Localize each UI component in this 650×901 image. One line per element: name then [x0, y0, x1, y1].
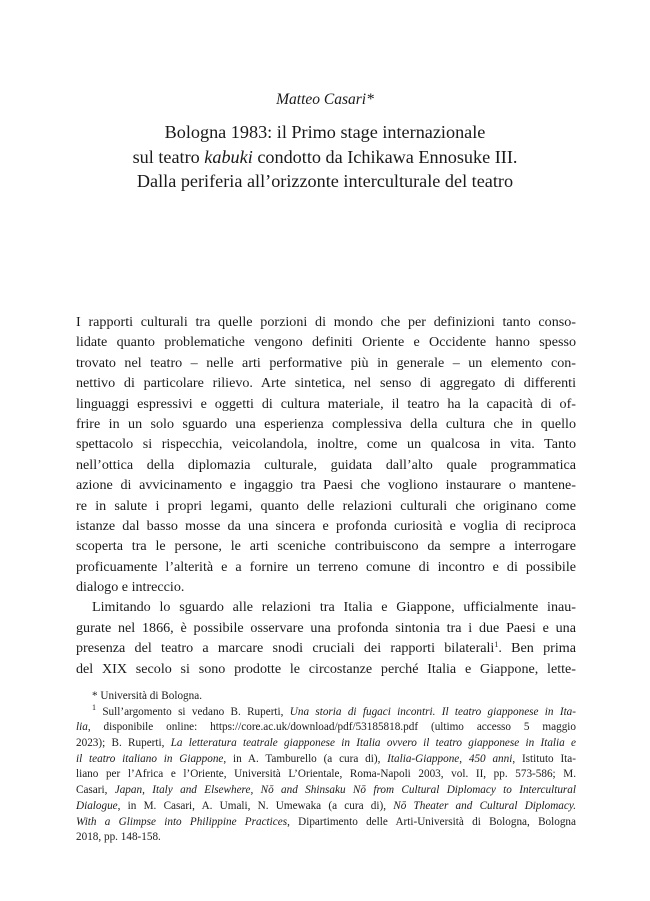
text-line: proficuamente l’alterità e a fornire un terreno comune di incontro e di possibile — [76, 558, 576, 575]
title-text: sul teatro — [132, 146, 205, 167]
text-line: spettacolo si rispecchia, veicolandola, inoltre, come un qualcosa in vita. Tanto — [76, 436, 576, 453]
title-text: condotto da Ichikawa Ennosuke III. — [252, 146, 518, 167]
text-run: , disponibile online: https://core.ac.uk/download/pdf/53185818.pdf (ultimo accesso 5 maggio — [87, 721, 576, 734]
text-line: trovato nel teatro – nelle arti performative più in generale – un elemento con- — [76, 354, 576, 371]
title-italic-term: kabuki — [204, 146, 253, 167]
footnotes — [76, 689, 576, 846]
text-run: , Istituto Ita- — [512, 752, 576, 765]
text-line: I rapporti culturali tra quelle porzioni di mondo che per definizioni tanto conso- — [76, 314, 576, 330]
citation-title: Japan, Italy and Elsewhere, Nō and Shinsaku Nō from Cultural Diplomacy to Intercultural — [114, 784, 576, 797]
chapter-title — [0, 120, 650, 194]
text-run: . Ben prima — [498, 640, 576, 657]
text-line: azione di avvicinamento e ingaggio tra Paesi che vogliono instaurare o mantene- — [76, 477, 576, 494]
text-line: linguaggi espressivi e oggetti di cultura materiale, il teatro ha la capacità di of- — [76, 395, 576, 412]
citation-title: Italia-Giappone, 450 anni — [387, 752, 513, 765]
text-run: presenza del teatro a marcare snodi cruciali dei rapporti bilaterali — [76, 640, 495, 657]
text-run: 2023); B. Ruperti, — [76, 737, 171, 750]
text-line: nell’ottica della diplomazia culturale, guidata dall’alto quale programmatica — [76, 456, 576, 473]
text-run: , in M. Casari, A. Umali, N. Umewaka (a cura di), — [117, 799, 394, 812]
footnote-line — [76, 799, 576, 815]
text-run: Casari, — [76, 784, 115, 797]
footnote-line — [76, 702, 576, 721]
text-line: lidate quanto problematiche vengono definiti Oriente e Occidente hanno spesso — [76, 334, 576, 351]
footnote-line — [76, 720, 576, 736]
text-line: Limitando lo sguardo alle relazioni tra Italia e Giappone, ufficialmente inau- — [92, 599, 576, 616]
footnote-line — [76, 752, 576, 768]
footnote-marker: 1 — [92, 702, 96, 712]
paragraph-2 — [76, 597, 576, 679]
title-line-3: Dalla periferia all’orizzonte interculturale del teatro — [136, 171, 514, 191]
citation-title: Nō Theater and Cultural Diplomacy. — [393, 799, 576, 812]
text-line: nettivo di particolare rilievo. Arte sintetica, nel senso di aggregato di differenti — [76, 375, 576, 392]
text-line: scoperta tra le persone, le arti sceniche contribuiscono da sempre a interrogare — [76, 538, 576, 555]
body-text — [76, 312, 576, 679]
title-line-1: Bologna 1983: il Primo stage internazionale — [164, 122, 486, 142]
title-line-2 — [0, 145, 650, 170]
footnote-line: 2018, pp. 148-158. — [76, 831, 161, 844]
text-line: dialogo e intreccio. — [76, 579, 185, 596]
footnote-affiliation: * Università di Bologna. — [92, 690, 202, 702]
citation-title: Una storia di fugaci incontri. Il teatro giapponese in Ita- — [289, 705, 576, 718]
text-line: istanze dal basso mosse da una sincera e profonda curiosità e voglia di reciproca — [76, 517, 576, 534]
text-line — [76, 638, 576, 658]
text-line: frire in un solo sguardo una esperienza complessiva della cultura che in quello — [76, 415, 576, 432]
text-run: , in A. Tamburello (a cura di), — [223, 752, 388, 765]
text-run: , Dipartimento delle Arti-Università di Bologna, Bologna — [287, 815, 576, 828]
text-line: gurate nel 1866, è possibile osservare una profonda sintonia tra i due Paesi e una — [76, 619, 576, 636]
text-line: re in salute i propri legami, quanto delle relazioni culturali che originano come — [76, 497, 576, 514]
citation-title: Dialogue — [76, 799, 118, 812]
footnote-ref: 1 — [494, 640, 499, 650]
citation-title: lia — [76, 721, 88, 734]
footnote-line — [76, 815, 576, 831]
paragraph-1 — [76, 312, 576, 597]
text-line: del XIX secolo si sono prodotte le circostanze perché Italia e Giappone, lette- — [76, 660, 576, 677]
text-run: Sull’argomento si vedano B. Ruperti, — [96, 705, 290, 718]
citation-title: With a Glimpse into Philippine Practices — [76, 815, 288, 828]
citation-title: La letteratura teatrale giapponese in Italia ovvero il teatro giapponese in Italia e — [170, 737, 576, 750]
footnote-line: liano per l’Africa e l’Oriente, Università L’Orientale, Roma-Napoli 2003, vol. II, pp. 573-586; M. — [76, 768, 576, 781]
footnote-line — [76, 736, 576, 752]
author-name: Matteo Casari* — [276, 91, 374, 108]
citation-title: il teatro italiano in Giappone — [76, 752, 224, 765]
footnote-line — [76, 783, 576, 799]
